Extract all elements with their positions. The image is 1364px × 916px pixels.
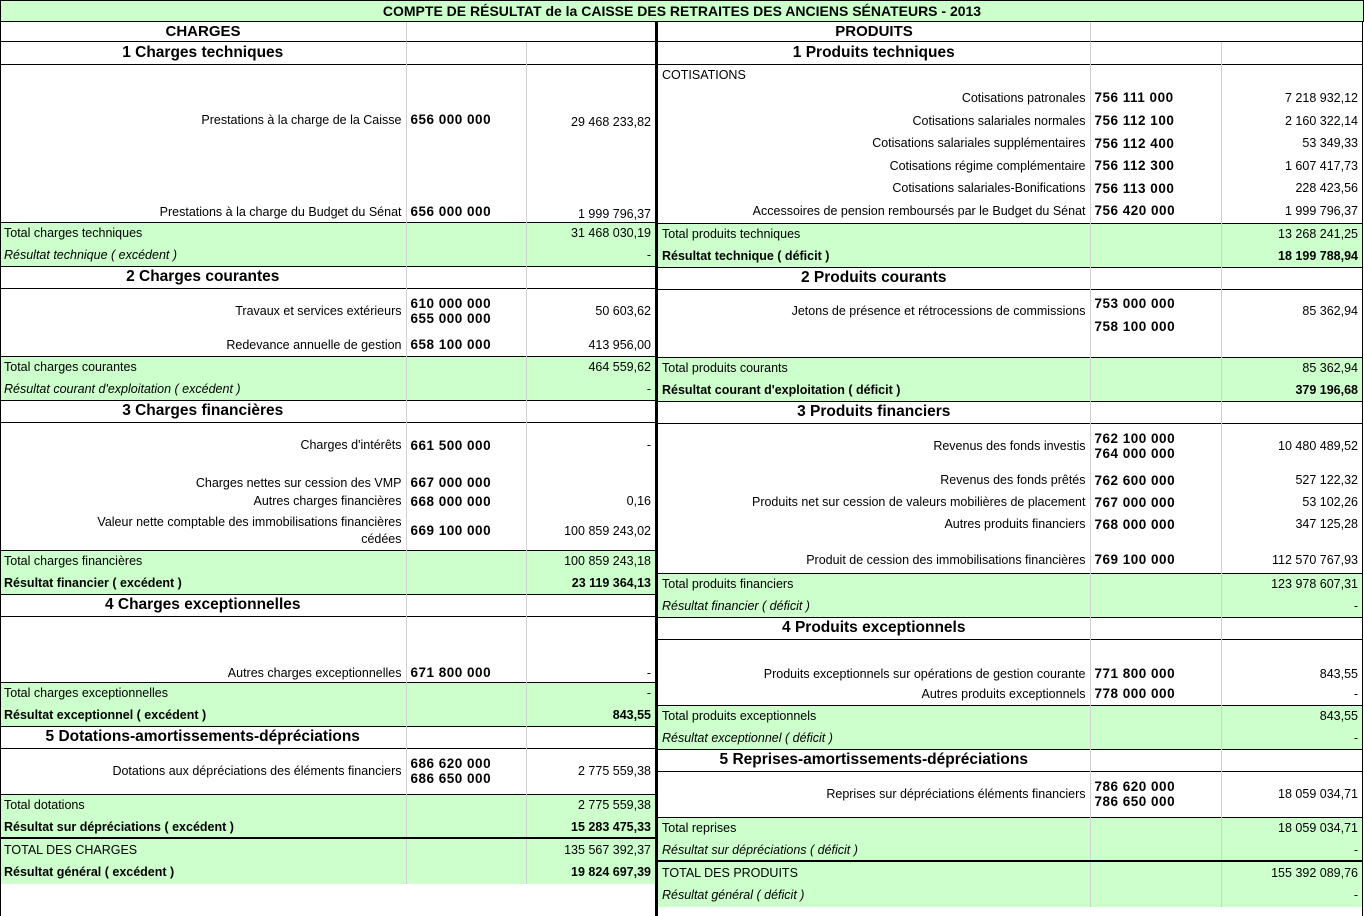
line-label: Produits net sur cession de valeurs mobilières de placement xyxy=(658,491,1090,513)
result-label: Résultat courant d'exploitation ( déficit ) xyxy=(658,379,1090,401)
line-label: Cotisations régime complémentaire xyxy=(658,154,1090,177)
grand-total-amount: 135 567 392,37 xyxy=(526,838,655,860)
total-amount: 18 059 034,71 xyxy=(1221,817,1362,839)
result-amount: 18 199 788,94 xyxy=(1221,245,1362,267)
result-row xyxy=(0,816,655,838)
table-row xyxy=(0,288,655,334)
total-label: Total charges financières xyxy=(0,550,406,572)
total-amount: 13 268 241,25 xyxy=(1221,223,1362,245)
result-amount: 23 119 364,13 xyxy=(526,572,655,594)
table-row xyxy=(0,490,655,512)
line-label: Produits exceptionnels sur opérations de gestion courante xyxy=(658,639,1090,683)
result-amount: 15 283 475,33 xyxy=(526,816,655,838)
account-code: 758 100 000 xyxy=(1094,318,1176,334)
result-amount: - xyxy=(1221,839,1362,861)
account-code: 669 100 000 xyxy=(406,512,526,550)
account-code: 786 620 000 xyxy=(1094,779,1176,794)
account-code-group xyxy=(1090,771,1221,817)
result-amount: 379 196,68 xyxy=(1221,379,1362,401)
total-row xyxy=(658,705,1362,727)
account-code: 656 000 000 xyxy=(406,64,526,130)
result-label: Résultat financier ( déficit ) xyxy=(658,595,1090,617)
result-row xyxy=(0,378,655,400)
total-label: Total reprises xyxy=(658,817,1090,839)
line-label: Jetons de présence et rétrocessions de commissions xyxy=(658,289,1090,357)
account-code: 764 000 000 xyxy=(1094,446,1176,462)
total-amount: 843,55 xyxy=(1221,705,1362,727)
result-amount: 843,55 xyxy=(526,704,655,726)
account-code: 610 000 000 xyxy=(410,296,492,312)
line-label-group xyxy=(0,512,406,550)
amount-value: 112 570 767,93 xyxy=(1272,552,1358,567)
line-label: Autres charges exceptionnelles xyxy=(0,616,406,682)
section-title-row xyxy=(0,42,655,64)
result-row xyxy=(658,379,1362,401)
produits-table xyxy=(658,42,1362,907)
total-row xyxy=(658,573,1362,595)
account-code: 667 000 000 xyxy=(406,468,526,490)
amount-value: 0,16 xyxy=(626,494,651,508)
amount-value: 1 999 796,37 xyxy=(578,206,651,221)
total-label: Total charges courantes xyxy=(0,356,406,378)
result-label: Résultat exceptionnel ( excédent ) xyxy=(0,704,406,726)
line-label: Revenus des fonds prêtés xyxy=(658,469,1090,491)
charges-header-blank xyxy=(406,22,655,42)
line-label: Redevance annuelle de gestion xyxy=(0,334,406,356)
account-code: 778 000 000 xyxy=(1090,683,1221,705)
total-amount: 31 468 030,19 xyxy=(526,222,655,244)
result-label: Résultat financier ( excédent ) xyxy=(0,572,406,594)
result-row xyxy=(658,839,1362,861)
section-title-row xyxy=(0,594,655,616)
table-row xyxy=(658,86,1362,109)
charges-table xyxy=(0,42,655,884)
result-label: Résultat sur dépréciations ( excédent ) xyxy=(0,816,406,838)
total-row xyxy=(0,682,655,704)
table-row xyxy=(0,748,655,794)
amount-value: 53 349,33 xyxy=(1302,136,1358,150)
line-label: Prestations à la charge de la Caisse xyxy=(0,64,406,130)
account-code: 768 000 000 xyxy=(1090,513,1221,535)
line-label: Cotisations salariales-Bonifications xyxy=(658,177,1090,199)
amount-value: 1 607 417,73 xyxy=(1285,158,1358,173)
result-amount: - xyxy=(1221,727,1362,749)
table-row xyxy=(658,199,1362,223)
amount-value: - xyxy=(1353,686,1358,701)
line-label: Cotisations salariales normales xyxy=(658,109,1090,132)
section-title: 1 Charges techniques xyxy=(0,42,406,64)
account-code: 655 000 000 xyxy=(410,311,492,327)
account-code: 671 800 000 xyxy=(406,616,526,682)
account-code: 762 600 000 xyxy=(1090,469,1221,491)
table-row xyxy=(658,683,1362,705)
line-label: Produit de cession des immobilisations financières xyxy=(658,535,1090,573)
result-row xyxy=(0,572,655,594)
line-label: Charges d'intérêts xyxy=(0,422,406,468)
result-row xyxy=(658,727,1362,749)
account-code: 753 000 000 xyxy=(1094,295,1176,311)
account-code: 756 111 000 xyxy=(1090,86,1221,109)
amount-value xyxy=(526,468,655,490)
total-label: Total dotations xyxy=(0,794,406,816)
total-amount: 85 362,94 xyxy=(1221,357,1362,379)
total-amount: 100 859 243,18 xyxy=(526,550,655,572)
account-code: 762 100 000 xyxy=(1094,431,1176,447)
line-label: Travaux et services extérieurs xyxy=(0,288,406,334)
table-row xyxy=(658,289,1362,357)
table-row xyxy=(0,616,655,682)
account-code: 686 620 000 xyxy=(410,756,492,771)
result-amount: - xyxy=(526,378,655,400)
table-row xyxy=(0,64,655,130)
account-code-group xyxy=(406,748,526,794)
result-label: Résultat courant d'exploitation ( excédent ) xyxy=(0,378,406,400)
account-code: 769 100 000 xyxy=(1090,535,1221,573)
section-title-row xyxy=(658,749,1362,771)
result-row xyxy=(0,704,655,726)
total-label: Total produits financiers xyxy=(658,573,1090,595)
total-amount: 464 559,62 xyxy=(526,356,655,378)
account-code: 686 650 000 xyxy=(410,771,492,786)
section-title-row xyxy=(658,267,1362,289)
line-label: Dotations aux dépréciations des éléments financiers xyxy=(0,748,406,794)
total-label: Total produits exceptionnels xyxy=(658,705,1090,727)
section-title-row xyxy=(0,400,655,422)
section-title: 4 Produits exceptionnels xyxy=(658,617,1090,639)
section-title-row xyxy=(658,42,1362,64)
table-row xyxy=(0,130,655,222)
amount-value: 2 160 322,14 xyxy=(1285,113,1358,128)
account-code: 756 420 000 xyxy=(1090,199,1221,223)
table-row xyxy=(658,771,1362,817)
line-label: Prestations à la charge du Budget du Sénat xyxy=(0,130,406,222)
table-row xyxy=(658,154,1362,177)
amount-value: 18 059 034,71 xyxy=(1221,771,1362,817)
account-code: 756 112 100 xyxy=(1090,109,1221,132)
amount-value: 85 362,94 xyxy=(1221,289,1362,357)
charges-header: CHARGES xyxy=(0,22,406,42)
amount-value: 29 468 233,82 xyxy=(526,64,655,130)
result-label: Résultat exceptionnel ( déficit ) xyxy=(658,727,1090,749)
section-title-row xyxy=(0,266,655,288)
section-title: 3 Charges financières xyxy=(0,400,406,422)
section-title: 5 Reprises-amortissements-dépréciations xyxy=(658,749,1090,771)
line-label: cédées xyxy=(361,531,402,546)
line-label: Autres produits financiers xyxy=(658,513,1090,535)
amount-value: 228 423,56 xyxy=(1295,181,1358,195)
section-title: 2 Produits courants xyxy=(658,267,1090,289)
amount-value: 843,55 xyxy=(1221,639,1362,683)
result-row xyxy=(658,595,1362,617)
account-code: 767 000 000 xyxy=(1090,491,1221,513)
amount-value: - xyxy=(526,616,655,682)
result-label: Résultat technique ( excédent ) xyxy=(0,244,406,266)
amount-value: 7 218 932,12 xyxy=(1285,90,1358,105)
total-row xyxy=(658,817,1362,839)
grand-total-row xyxy=(658,861,1362,883)
total-label: Total produits courants xyxy=(658,357,1090,379)
section-title-row xyxy=(658,401,1362,423)
result-amount: - xyxy=(1221,595,1362,617)
account-code: 658 100 000 xyxy=(406,334,526,356)
table-row xyxy=(0,468,655,490)
section-title: 1 Produits techniques xyxy=(658,42,1090,64)
table-row xyxy=(0,422,655,468)
amount-value: 2 775 559,38 xyxy=(526,748,655,794)
total-row xyxy=(0,222,655,244)
section-title-row xyxy=(658,617,1362,639)
amount-value: 10 480 489,52 xyxy=(1221,423,1362,469)
total-row xyxy=(0,794,655,816)
amount-value: 53 102,26 xyxy=(1302,495,1358,509)
grand-total-label: TOTAL DES CHARGES xyxy=(0,838,406,860)
section-title-row xyxy=(0,726,655,748)
grand-total-row xyxy=(0,838,655,860)
line-label: Charges nettes sur cession des VMP xyxy=(0,468,406,490)
account-code: 786 650 000 xyxy=(1094,794,1176,809)
amount-value: 413 956,00 xyxy=(588,337,651,352)
column-divider xyxy=(655,22,658,916)
total-label: Total produits techniques xyxy=(658,223,1090,245)
grand-total-amount: 155 392 089,76 xyxy=(1221,861,1362,883)
table-row xyxy=(0,512,655,550)
total-label: Total charges exceptionnelles xyxy=(0,682,406,704)
account-code: 771 800 000 xyxy=(1090,639,1221,683)
right-border xyxy=(1362,22,1363,916)
grand-result-label: Résultat général ( excédent ) xyxy=(0,860,406,884)
account-code: 656 000 000 xyxy=(406,130,526,222)
table-row xyxy=(658,423,1362,469)
account-code: 756 113 000 xyxy=(1090,177,1221,199)
total-row xyxy=(658,223,1362,245)
grand-result-row xyxy=(0,860,655,884)
section-title: 3 Produits financiers xyxy=(658,401,1090,423)
total-row xyxy=(0,356,655,378)
section-title: 2 Charges courantes xyxy=(0,266,406,288)
grand-total-label: TOTAL DES PRODUITS xyxy=(658,861,1090,883)
produits-header: PRODUITS xyxy=(658,22,1090,42)
result-row xyxy=(0,244,655,266)
table-row xyxy=(658,639,1362,683)
grand-result-amount: 19 824 697,39 xyxy=(526,860,655,884)
grand-result-row xyxy=(658,883,1362,907)
section-title: 4 Charges exceptionnelles xyxy=(0,594,406,616)
total-amount: 123 978 607,31 xyxy=(1221,573,1362,595)
line-label: Cotisations patronales xyxy=(658,86,1090,109)
table-row xyxy=(658,64,1362,86)
total-row xyxy=(658,357,1362,379)
table-row xyxy=(658,132,1362,154)
account-code: 756 112 400 xyxy=(1090,132,1221,154)
account-code-group xyxy=(1090,423,1221,469)
amount-value: - xyxy=(526,422,655,468)
account-code-group xyxy=(1090,289,1221,357)
total-amount: - xyxy=(526,682,655,704)
amount-value: 100 859 243,02 xyxy=(564,523,651,538)
line-label: Accessoires de pension remboursés par le Budget du Sénat xyxy=(658,199,1090,223)
account-code-group xyxy=(406,288,526,334)
table-row xyxy=(658,491,1362,513)
amount-value: 1 999 796,37 xyxy=(1285,203,1358,218)
result-amount: - xyxy=(526,244,655,266)
total-row xyxy=(0,550,655,572)
table-row xyxy=(658,513,1362,535)
account-code: 668 000 000 xyxy=(406,490,526,512)
amount-value: 527 122,32 xyxy=(1295,473,1358,487)
total-label: Total charges techniques xyxy=(0,222,406,244)
total-amount: 2 775 559,38 xyxy=(526,794,655,816)
amount-value: 50 603,62 xyxy=(526,288,655,334)
amount-value: 347 125,28 xyxy=(1295,517,1358,531)
produits-header-blank xyxy=(1090,22,1362,42)
line-label: Cotisations salariales supplémentaires xyxy=(658,132,1090,154)
sheet-title: COMPTE DE RÉSULTAT de la CAISSE DES RETRAITES DES ANCIENS SÉNATEURS - 2013 xyxy=(0,0,1364,22)
table-row xyxy=(0,334,655,356)
cotisations-heading: COTISATIONS xyxy=(658,64,1090,86)
grand-result-amount: - xyxy=(1221,883,1362,907)
table-row xyxy=(658,109,1362,132)
left-border xyxy=(0,22,1,916)
table-row xyxy=(658,535,1362,573)
grand-result-label: Résultat général ( déficit ) xyxy=(658,883,1090,907)
line-label: Reprises sur dépréciations éléments financiers xyxy=(658,771,1090,817)
section-title: 5 Dotations-amortissements-dépréciations xyxy=(0,726,406,748)
result-row xyxy=(658,245,1362,267)
result-label: Résultat technique ( déficit ) xyxy=(658,245,1090,267)
line-label: Autres charges financières xyxy=(0,490,406,512)
result-label: Résultat sur dépréciations ( déficit ) xyxy=(658,839,1090,861)
account-code: 756 112 300 xyxy=(1090,154,1221,177)
line-label: Revenus des fonds investis xyxy=(658,423,1090,469)
table-row xyxy=(658,469,1362,491)
table-row xyxy=(658,177,1362,199)
line-label: Autres produits exceptionnels xyxy=(658,683,1090,705)
line-label: Valeur nette comptable des immobilisations financières xyxy=(97,514,402,529)
account-code: 661 500 000 xyxy=(406,422,526,468)
